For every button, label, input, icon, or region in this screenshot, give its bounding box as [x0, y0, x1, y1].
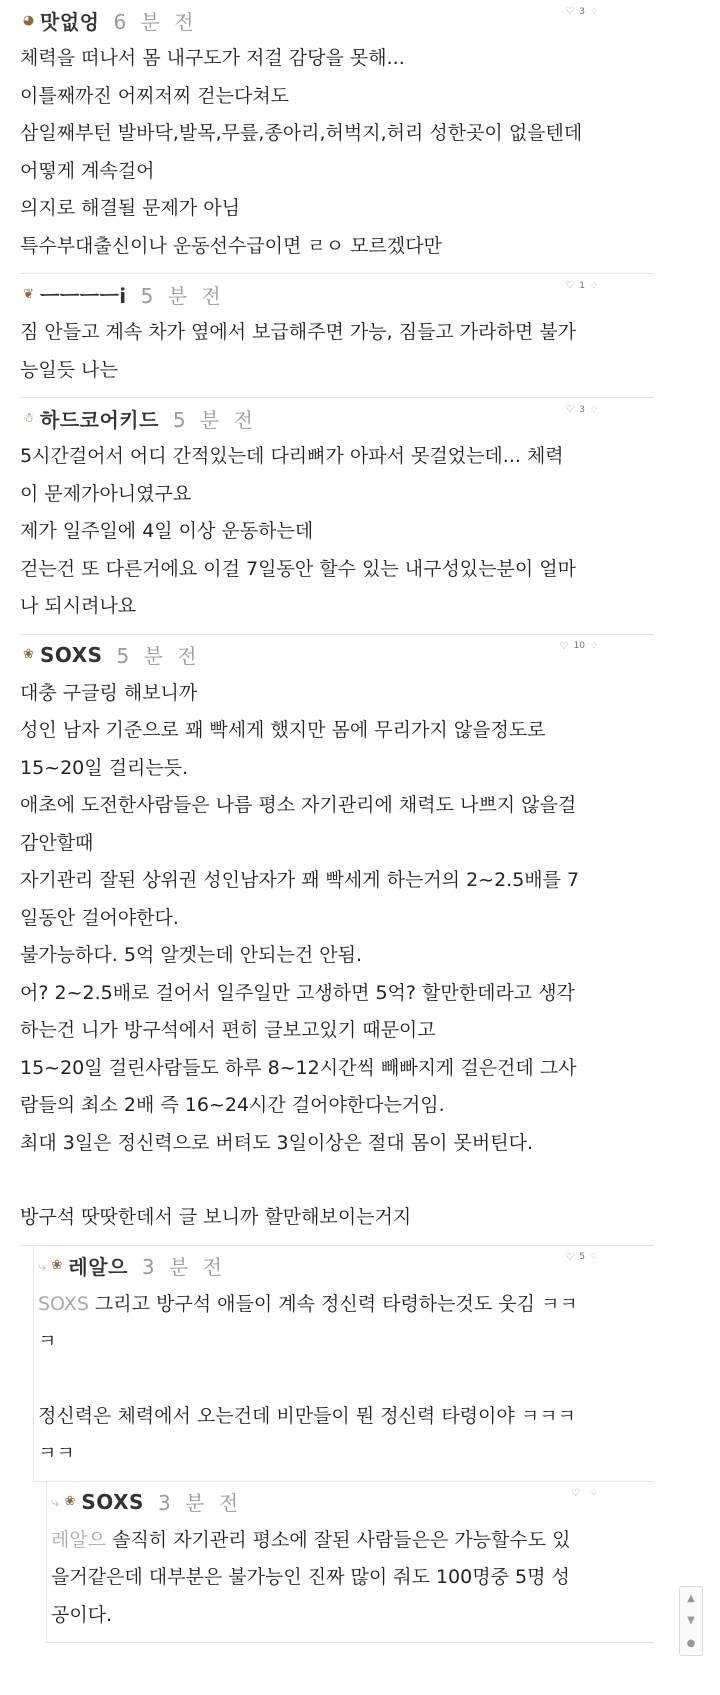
vote-controls: [565, 404, 598, 415]
reply: [33, 1246, 654, 1482]
comment-header: [51, 1482, 654, 1522]
comment-line: ㅋㅋ: [38, 1442, 75, 1464]
comment-header: [38, 1246, 654, 1286]
comment-line: [51, 1522, 654, 1560]
comment-line: 15~20일 걸리는듯.: [20, 756, 189, 779]
comment: [20, 0, 654, 274]
thumbs-up-icon[interactable]: ♡: [565, 1251, 575, 1263]
timestamp: 5 분 전: [116, 644, 201, 668]
comment-line: [38, 1286, 654, 1324]
dot-icon[interactable]: ●: [686, 1638, 696, 1650]
comment-line: 람들의 최소 2배 즉 16~24시간 걸어야한다는거임.: [20, 1094, 445, 1116]
thumbs-down-icon[interactable]: ♢: [589, 1252, 598, 1262]
timestamp: 5 분 전: [172, 407, 258, 432]
comment: [20, 398, 654, 635]
comment-line: 일동안 걸어야한다.: [20, 906, 179, 929]
author-name[interactable]: SOXS: [40, 642, 103, 667]
comment-line: 성인 남자 기준으로 꽤 빡세게 했지만 몸에 무리가지 않을정도로: [20, 719, 546, 741]
like-count: 1: [579, 280, 585, 291]
comment-text: 그리고 방구석 애들이 계속 정신력 타령하는것도 웃김 ㅋㅋ: [88, 1292, 578, 1315]
author-name[interactable]: 하드코어키드: [40, 407, 159, 432]
comment-line: 감안할때: [20, 831, 94, 854]
comment-line: 어? 2~2.5배로 걸어서 일주일만 고생하면 5억? 할만한데라고 생각: [20, 981, 575, 1004]
thumbs-down-icon[interactable]: ♢: [589, 280, 598, 291]
comment-body: [51, 1522, 654, 1643]
arrow-up-icon[interactable]: ▲: [687, 1592, 695, 1604]
thumbs-down-icon[interactable]: ♢: [589, 6, 598, 17]
comment-body: [20, 40, 654, 273]
comment-line: 방구석 땃땃한데서 글 보니까 할만해보이는거지: [20, 1206, 412, 1228]
arrow-down-icon[interactable]: ▼: [687, 1615, 695, 1627]
comment-line: 체력을 떠나서 몸 내구도가 저걸 감당을 못해...: [20, 47, 405, 69]
ghost-icon: ☃: [22, 410, 35, 426]
comment-line: 정신력은 체력에서 오는건데 비만들이 뭔 정신력 타령이야 ㅋㅋㅋ: [38, 1404, 576, 1427]
mentioned-user[interactable]: SOXS: [38, 1292, 89, 1315]
vote-controls: [565, 6, 598, 17]
comment: [20, 274, 654, 398]
author-name[interactable]: 레알으: [68, 1255, 128, 1279]
comment-line: 삼일째부턴 발바닥,발목,무릎,종아리,허벅지,허리 성한곳이 없을텐데: [20, 122, 583, 144]
timestamp: 5 분 전: [140, 283, 225, 308]
comment-line: 애초에 도전한사람들은 나름 평소 자기관리에 채력도 나쁘지 않을걸: [20, 794, 577, 816]
comment-body: [20, 438, 654, 634]
comment-line: 이틀째까진 어찌저찌 걷는다쳐도: [20, 84, 290, 107]
dog-face-icon: ◕: [22, 12, 35, 28]
thumbs-up-icon[interactable]: ♡: [565, 6, 575, 17]
comment-line: 나 되시려나요: [20, 595, 137, 617]
comment-line: 이 문제가아니였구요: [20, 482, 192, 505]
like-count: 3: [579, 404, 585, 415]
mentioned-user[interactable]: 레알으: [51, 1528, 107, 1551]
comment-body: [20, 675, 654, 1245]
comment-body: [38, 1286, 654, 1481]
vote-controls: [565, 280, 598, 291]
like-count: 5: [579, 1252, 585, 1262]
comment-header: [20, 0, 654, 40]
comment-line: 짐 안들고 계속 차가 옆에서 보급해주면 가능, 짐들고 가라하면 불가: [20, 321, 576, 343]
thumbs-down-icon[interactable]: ♢: [589, 641, 598, 651]
cat-face-icon: ❦: [23, 286, 34, 302]
comment-line: 공이다.: [51, 1603, 113, 1626]
comment-line: 어떻게 계속걸어: [20, 159, 155, 182]
thumbs-up-icon[interactable]: ♡: [559, 640, 569, 652]
reply-arrow-icon: ⤷: [38, 1256, 47, 1275]
thumbs-up-icon[interactable]: ♡: [565, 404, 575, 415]
comment-text: 솔직히 자기관리 평소에 잘된 사람들은은 가능할수도 있: [106, 1528, 571, 1551]
timestamp: 6 분 전: [113, 9, 198, 34]
thumbs-down-icon[interactable]: ♢: [589, 404, 598, 415]
comment-line: 의지로 해결될 문제가 아님: [20, 197, 241, 219]
vote-controls: [571, 1488, 598, 1499]
blank-line: [20, 1162, 654, 1199]
comment-line: 15~20일 걸린사람들도 하루 8~12시간씩 빼빠지게 걸은건데 그사: [20, 1056, 577, 1079]
comment-line: 대충 구글링 해보니까: [20, 681, 198, 704]
author-name[interactable]: ㅡㅡㅡㅡi: [40, 283, 127, 308]
comment-line: 을거같은데 대부분은 불가능인 진짜 많이 줘도 100명중 5명 성: [51, 1566, 570, 1588]
comment-header: [20, 274, 654, 314]
puppy-face-icon: ❀: [64, 1494, 76, 1509]
vote-controls: [565, 1252, 598, 1263]
author-name[interactable]: SOXS: [81, 1489, 144, 1514]
comment-body: [20, 314, 654, 397]
comment-line: 불가능하다. 5억 알겟는데 안되는건 안됨.: [20, 944, 362, 966]
like-count: 10: [573, 641, 585, 651]
puppy-face-icon: ❀: [23, 647, 34, 662]
reply-arrow-icon: ⤷: [51, 1492, 60, 1511]
thumbs-up-icon[interactable]: ♡: [565, 280, 575, 291]
comment-line: 걷는건 또 다른거에요 이걸 7일동안 할수 있는 내구성있는분이 얼마: [20, 557, 576, 580]
comment-line: 제가 일주일에 4일 이상 운동하는데: [20, 520, 314, 542]
scroll-control[interactable]: [679, 1586, 703, 1656]
puppy-face-icon: ❀: [51, 1258, 63, 1273]
comment-line: ㅋ: [38, 1330, 57, 1352]
comment-line: 하는건 니가 방구석에서 편히 글보고있기 때문이고: [20, 1019, 436, 1041]
comment-line: 능일듯 나는: [20, 358, 118, 381]
timestamp: 3 분 전: [157, 1491, 243, 1515]
comment-line: 특수부대출신이나 운동선수급이면 ㄹㅇ 모르겠다만: [20, 234, 442, 257]
vote-controls: [560, 641, 599, 652]
comment-line: 자기관리 잘된 상위권 성인남자가 꽤 빡세게 하는거의 2~2.5배를 7: [20, 869, 580, 891]
comment-line: 최대 3일은 정신력으로 버텨도 3일이상은 절대 몸이 못버틴다.: [20, 1131, 533, 1154]
like-count: 3: [579, 6, 585, 17]
comment-line: 5시간걸어서 어디 간적있는데 다리뼈가 아파서 못걸었는데... 체력: [20, 445, 564, 467]
thumbs-down-icon[interactable]: ♢: [589, 1488, 598, 1498]
blank-line: [38, 1361, 654, 1398]
comment-header: [20, 398, 654, 438]
timestamp: 3 분 전: [141, 1255, 226, 1279]
comment: [20, 635, 654, 1246]
thumbs-up-icon[interactable]: ♡: [570, 1487, 580, 1499]
author-name[interactable]: 맛없엉: [40, 9, 100, 34]
reply: [46, 1482, 654, 1644]
